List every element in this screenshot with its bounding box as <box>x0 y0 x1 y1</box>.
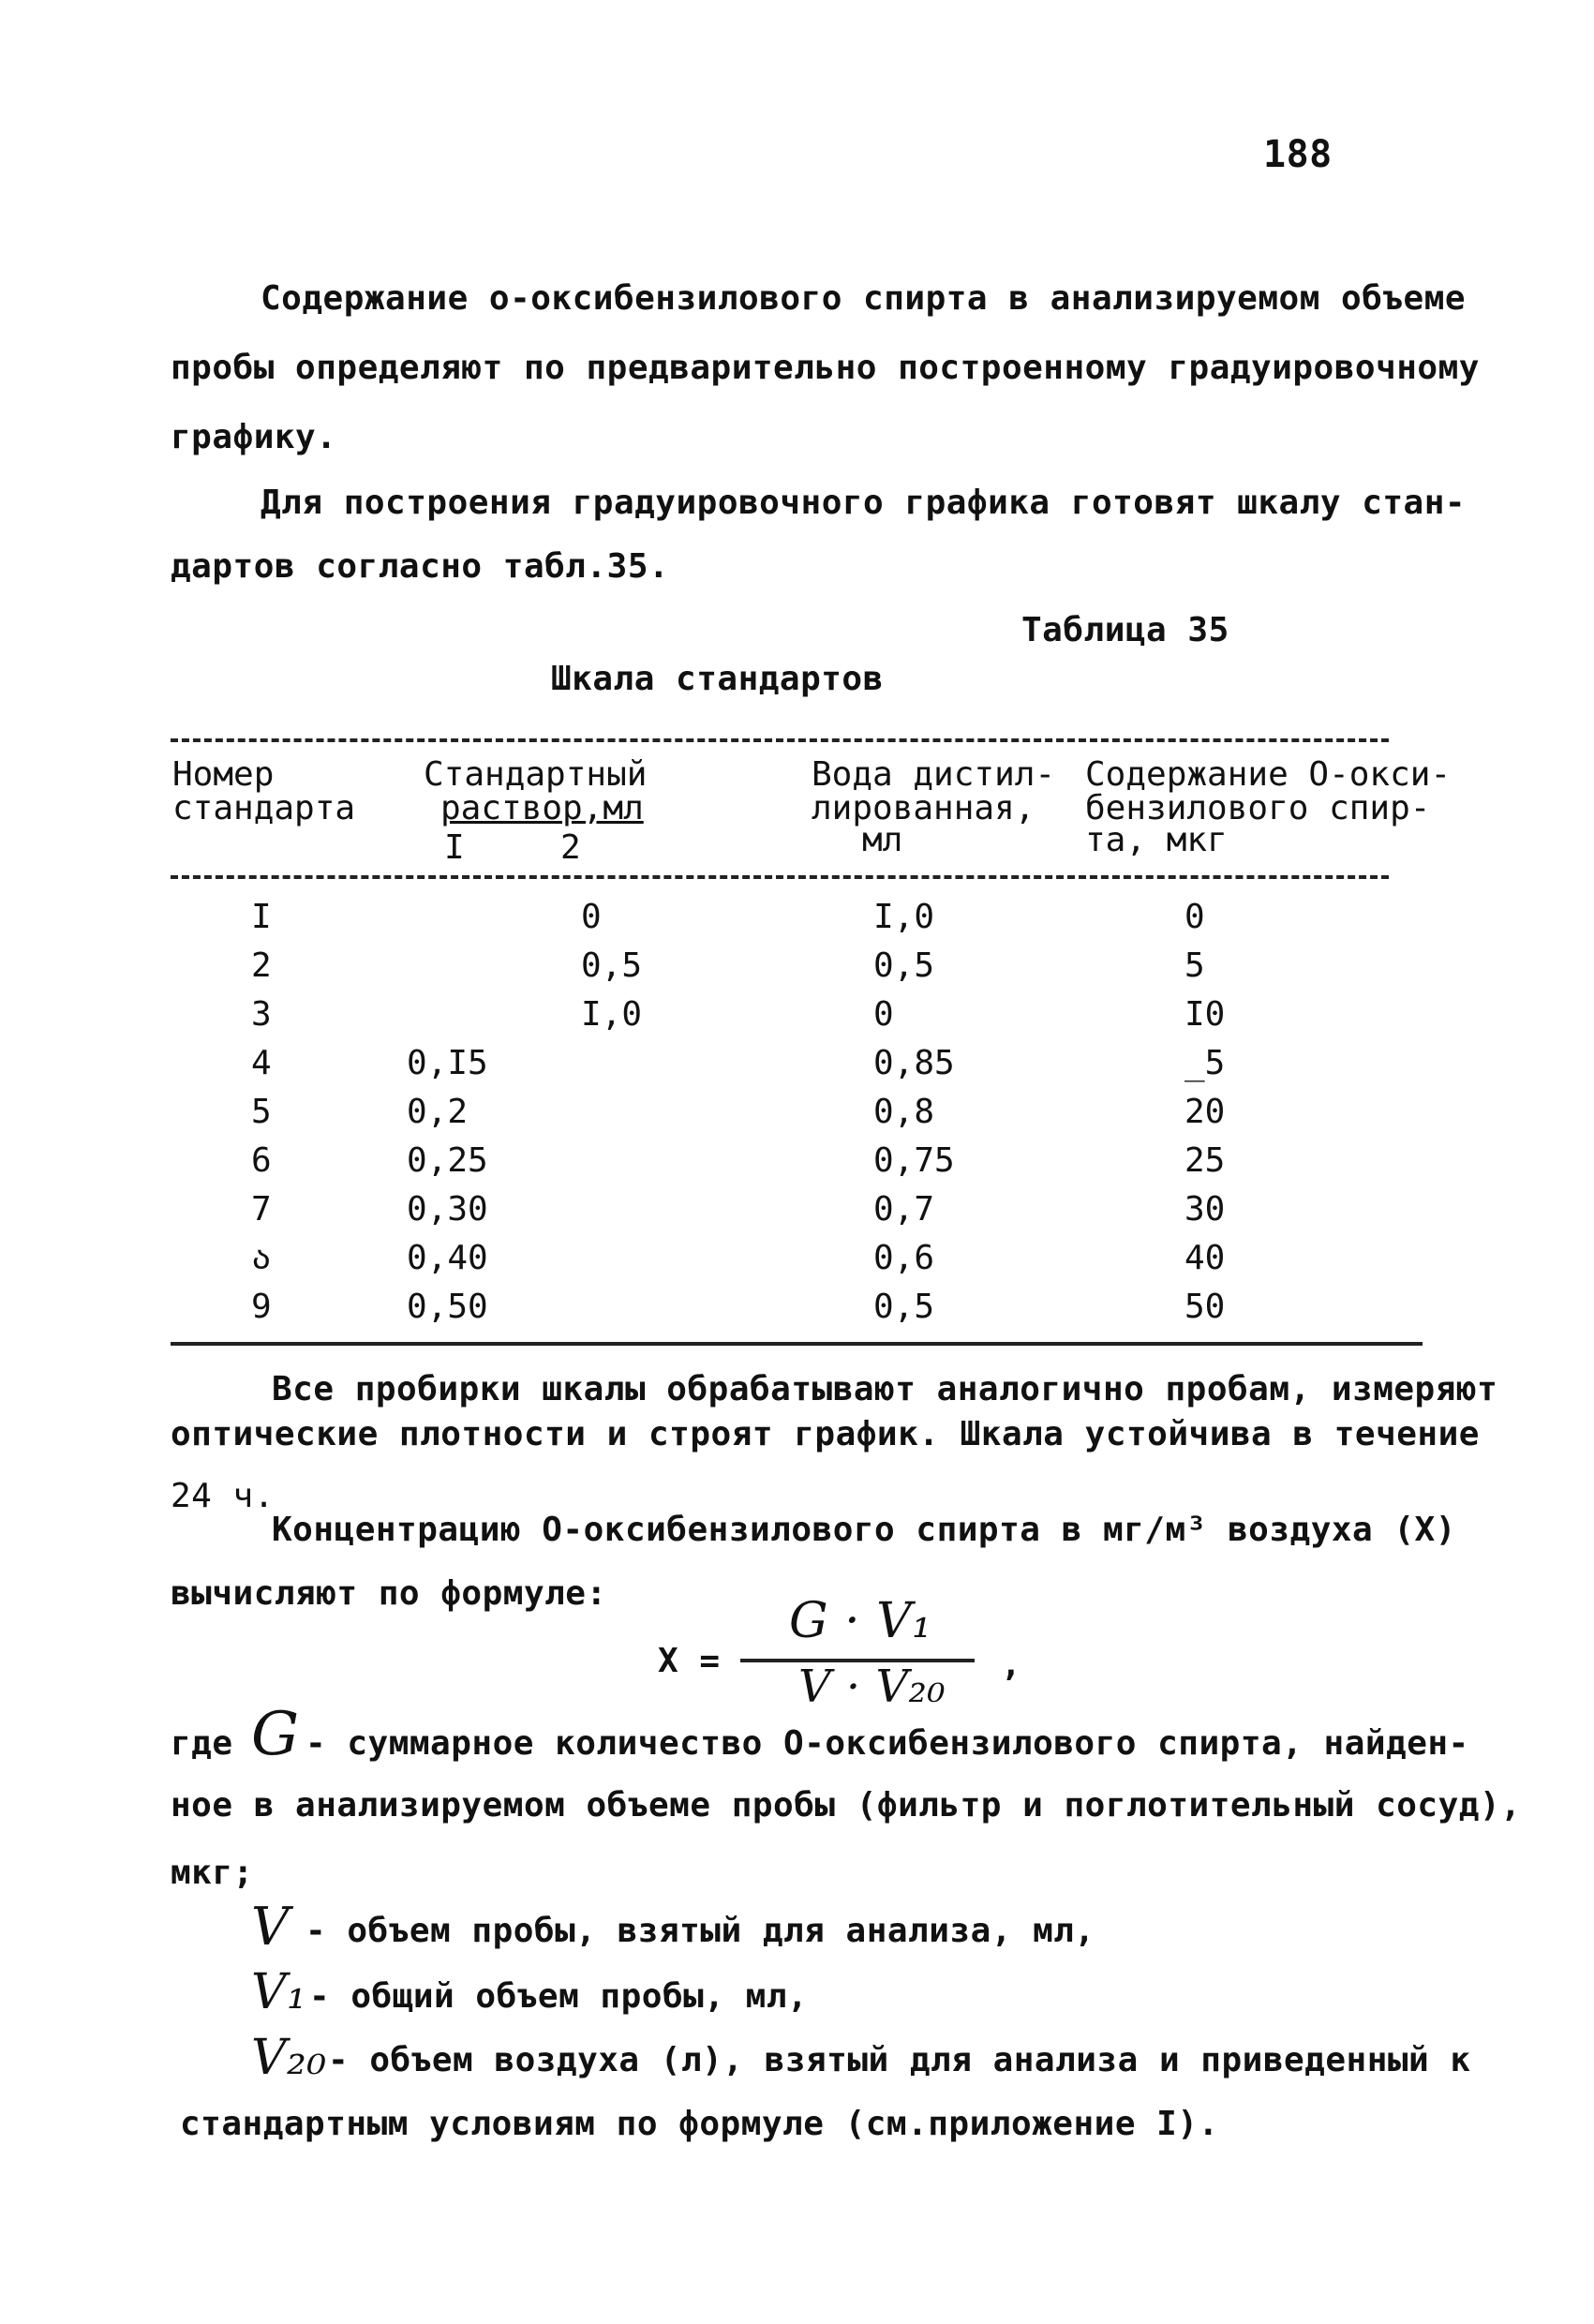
row-4-water: 0,85 <box>873 1044 955 1082</box>
header-content-line-3: та, мкг <box>1085 821 1228 859</box>
row-6-content: 25 <box>1184 1141 1226 1180</box>
header-water-line-1: Вода дистил- <box>812 755 1056 794</box>
symbol-v20: V₂₀ <box>251 2030 327 2086</box>
row-9-number: 9 <box>251 1288 272 1326</box>
paragraph-2-line-2: дартов согласно табл.35. <box>171 547 670 586</box>
symbol-g: G <box>251 1700 300 1769</box>
row-1-water: I,0 <box>873 898 935 936</box>
row-9-content: 50 <box>1184 1288 1226 1326</box>
row-5-number: 5 <box>251 1093 272 1131</box>
row-9-water: 0,5 <box>873 1288 935 1326</box>
row-7-solution-1: 0,30 <box>407 1190 488 1229</box>
row-6-solution-1: 0,25 <box>407 1141 488 1180</box>
row-5-water: 0,8 <box>873 1093 935 1131</box>
row-4-number: 4 <box>251 1044 272 1082</box>
row-7-content: 30 <box>1184 1190 1226 1229</box>
row-3-solution-2: I,0 <box>581 995 643 1034</box>
row-7-water: 0,7 <box>873 1190 935 1229</box>
row-7-number: 7 <box>251 1190 272 1229</box>
row-2-water: 0,5 <box>873 946 935 985</box>
row-3-water: 0 <box>873 995 894 1034</box>
paragraph-1-line-2: пробы определяют по предварительно построенному градуировочному <box>171 349 1480 387</box>
row-8-content: 40 <box>1184 1239 1226 1277</box>
definition-v: - объем пробы, взятый для анализа, мл, <box>305 1912 1095 1950</box>
row-2-solution-2: 0,5 <box>581 946 643 985</box>
row-3-content: I0 <box>1184 995 1226 1034</box>
row-5-content: 20 <box>1184 1093 1226 1131</box>
row-1-content: 0 <box>1184 898 1205 936</box>
header-content-line-2: бензилового спир- <box>1085 789 1431 827</box>
formula-numerator: G · V₁ <box>789 1593 932 1649</box>
paragraph-4-line-1: Концентрацию О-оксибензилового спирта в мг/м³ воздуха (X) <box>272 1511 1456 1549</box>
definition-v20-line-1: - объем воздуха (л), взятый для анализа и приведенный к <box>328 2041 1471 2079</box>
row-8-solution-1: 0,40 <box>407 1239 488 1277</box>
header-content-line-1: Содержание О-окси- <box>1085 755 1452 794</box>
paragraph-3-line-1: Все пробирки шкалы обрабатывают аналогично пробам, измеряют <box>272 1370 1498 1408</box>
row-6-number: 6 <box>251 1141 272 1180</box>
header-solution-line-1: Стандартный <box>424 755 648 794</box>
row-8-number: ა <box>251 1239 272 1277</box>
row-4-solution-1: 0,I5 <box>407 1044 488 1082</box>
formula-comma: , <box>1001 1646 1022 1684</box>
row-9-solution-1: 0,50 <box>407 1288 488 1326</box>
row-4-content: _5 <box>1184 1044 1226 1082</box>
paragraph-4-line-2: вычисляют по формуле: <box>171 1574 607 1613</box>
table-top-rule <box>171 738 1389 742</box>
paragraph-3-line-2: оптические плотности и строят график. Шкала устойчива в течение <box>171 1415 1480 1453</box>
paragraph-3-line-3: 24 ч. <box>171 1477 275 1515</box>
header-solution-col-2: 2 <box>560 828 581 867</box>
header-bottom-rule <box>171 875 1389 879</box>
symbol-v: V <box>251 1897 290 1958</box>
header-number-line-2: стандарта <box>172 789 356 827</box>
definition-v1: - общий объем пробы, мл, <box>309 1977 809 2016</box>
row-6-water: 0,75 <box>873 1141 955 1180</box>
table-title: Шкала стандартов <box>551 660 884 698</box>
symbol-v1: V₁ <box>251 1964 307 2020</box>
row-3-number: 3 <box>251 995 272 1034</box>
paragraph-2-line-1: Для построения градуировочного графика готовят шкалу стан- <box>261 484 1467 522</box>
table-bottom-rule <box>171 1342 1423 1346</box>
paragraph-1-line-1: Содержание о-оксибензилового спирта в анализируемом объеме <box>261 279 1467 318</box>
formula-denominator: V · V₂₀ <box>798 1661 946 1713</box>
definition-v20-line-2: стандартным условиям по формуле (см.приложение I). <box>180 2105 1219 2143</box>
header-water-line-3: мл <box>862 821 903 859</box>
row-2-content: 5 <box>1184 946 1205 985</box>
row-1-number: I <box>251 898 272 936</box>
header-water-line-2: лированная, <box>812 789 1035 827</box>
row-1-solution-2: 0 <box>581 898 602 936</box>
header-solution-line-2: раствор,мл <box>440 789 644 827</box>
where-word: где <box>171 1724 233 1763</box>
page-number: 188 <box>1263 133 1333 176</box>
row-5-solution-1: 0,2 <box>407 1093 469 1131</box>
definition-g-line-3: мкг; <box>171 1854 254 1892</box>
formula-lhs: X = <box>658 1642 721 1680</box>
paragraph-1-line-3: графику. <box>171 418 337 456</box>
definition-g-line-1: - суммарное количество О-оксибензилового спирта, найден- <box>305 1724 1469 1763</box>
header-solution-col-1: I <box>444 828 465 867</box>
header-number-line-1: Номер <box>172 755 275 794</box>
row-8-water: 0,6 <box>873 1239 935 1277</box>
row-2-number: 2 <box>251 946 272 985</box>
table-label: Таблица 35 <box>1021 611 1229 649</box>
definition-g-line-2: ное в анализируемом объеме пробы (фильтр и поглотительный сосуд), <box>171 1786 1522 1825</box>
